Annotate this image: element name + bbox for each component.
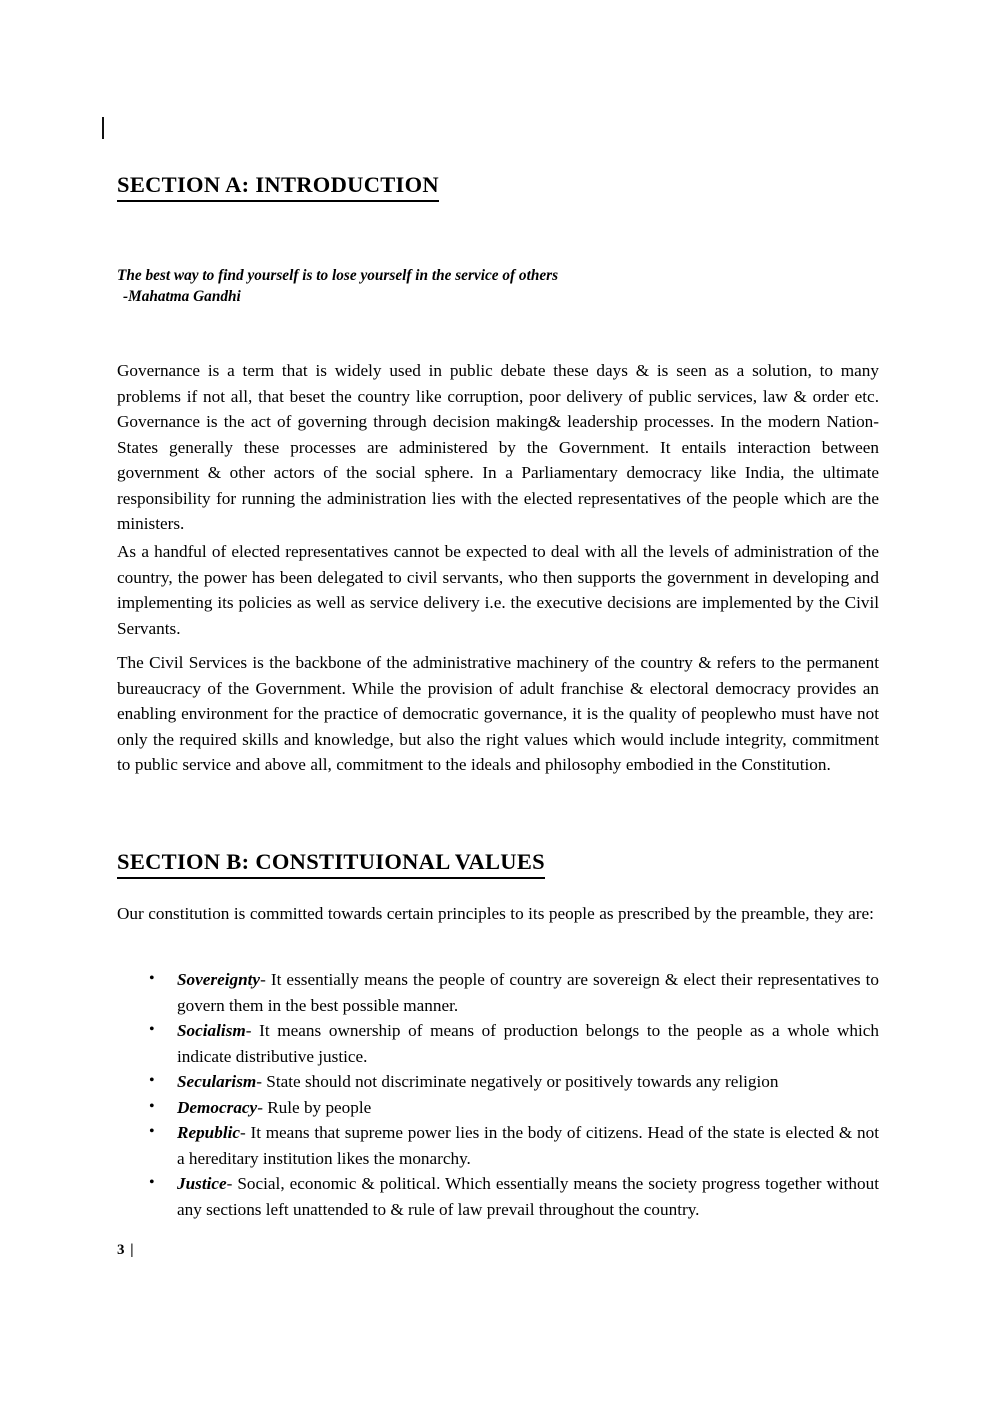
list-item	[117, 1095, 879, 1121]
section-b-intro-paragraph: Our constitution is committed towards certain principles to its people as prescribed by the preamble, they are:	[117, 904, 874, 923]
intro-paragraph-3: The Civil Services is the backbone of the administrative machinery of the country & refers to the permanent bureaucracy of the Government. While the provision of adult franchise & electoral democracy provides an enabling environment for the practice of democratic governance, it is the quality of peoplewho must have not only the required skills and knowledge, but also the right values which would include integrity, commitment to public service and above all, commitment to the ideals and philosophy embodied in the Constitution.	[117, 653, 879, 774]
value-description: - Social, economic & political. Which essentially means the society progress together without any sections left unattended to & rule of law prevail throughout the country.	[177, 1174, 879, 1219]
section-a-heading-wrapper	[117, 172, 439, 202]
section-b-heading: SECTION B: CONSTITUIONAL VALUES	[117, 849, 545, 879]
text-cursor-mark	[102, 117, 104, 139]
value-term: Republic	[177, 1123, 241, 1142]
quote-attribution: -Mahatma Gandhi	[123, 288, 241, 305]
value-term: Socialism	[177, 1021, 246, 1040]
value-description: - State should not discriminate negatively or positively towards any religion	[256, 1072, 779, 1091]
quote-text: The best way to find yourself is to lose yourself in the service of others	[117, 267, 559, 284]
page-number: 3 |	[117, 1242, 135, 1258]
section-a-heading: SECTION A: INTRODUCTION	[117, 172, 439, 202]
value-description: - It means ownership of means of production belongs to the people as a whole which indicate distributive justice.	[177, 1021, 879, 1066]
gandhi-quote-block	[117, 265, 879, 307]
list-item	[117, 1171, 879, 1222]
intro-paragraph-2: As a handful of elected representatives cannot be expected to deal with all the levels of administration of the country, the power has been delegated to civil servants, who then supports the government in developing and implementing its policies as well as service delivery i.e. the executive decisions are implemented by the Civil Servants.	[117, 542, 879, 638]
list-item	[117, 1018, 879, 1069]
section-b-heading-wrapper	[117, 849, 545, 879]
value-description: - It means that supreme power lies in the body of citizens. Head of the state is elected & not a hereditary institution likes the monarchy.	[177, 1123, 879, 1168]
list-item	[117, 1120, 879, 1171]
list-item	[117, 1069, 879, 1095]
value-term: Democracy	[177, 1097, 258, 1117]
constitutional-values-list	[117, 967, 879, 1222]
value-term: Secularism	[177, 1072, 257, 1091]
value-description: - It essentially means the people of country are sovereign & elect their representatives to govern them in the best possible manner.	[177, 970, 879, 1015]
value-term: Justice	[177, 1174, 227, 1193]
value-term: Sovereignty	[177, 970, 261, 989]
list-item	[117, 967, 879, 1018]
intro-paragraph-1: Governance is a term that is widely used in public debate these days & is seen as a solution, to many problems if not all, that beset the country like corruption, poor delivery of public services, law & order etc. Governance is the act of governing through decision making& leadership processes. In the modern Nation-States generally these processes are administered by the Government. It entails interaction between government & other actors of the social sphere. In a Parliamentary democracy like India, the ultimate responsibility for running the administration lies with the elected representatives of the people which are the ministers.	[117, 361, 879, 533]
value-description: - Rule by people	[257, 1097, 372, 1117]
